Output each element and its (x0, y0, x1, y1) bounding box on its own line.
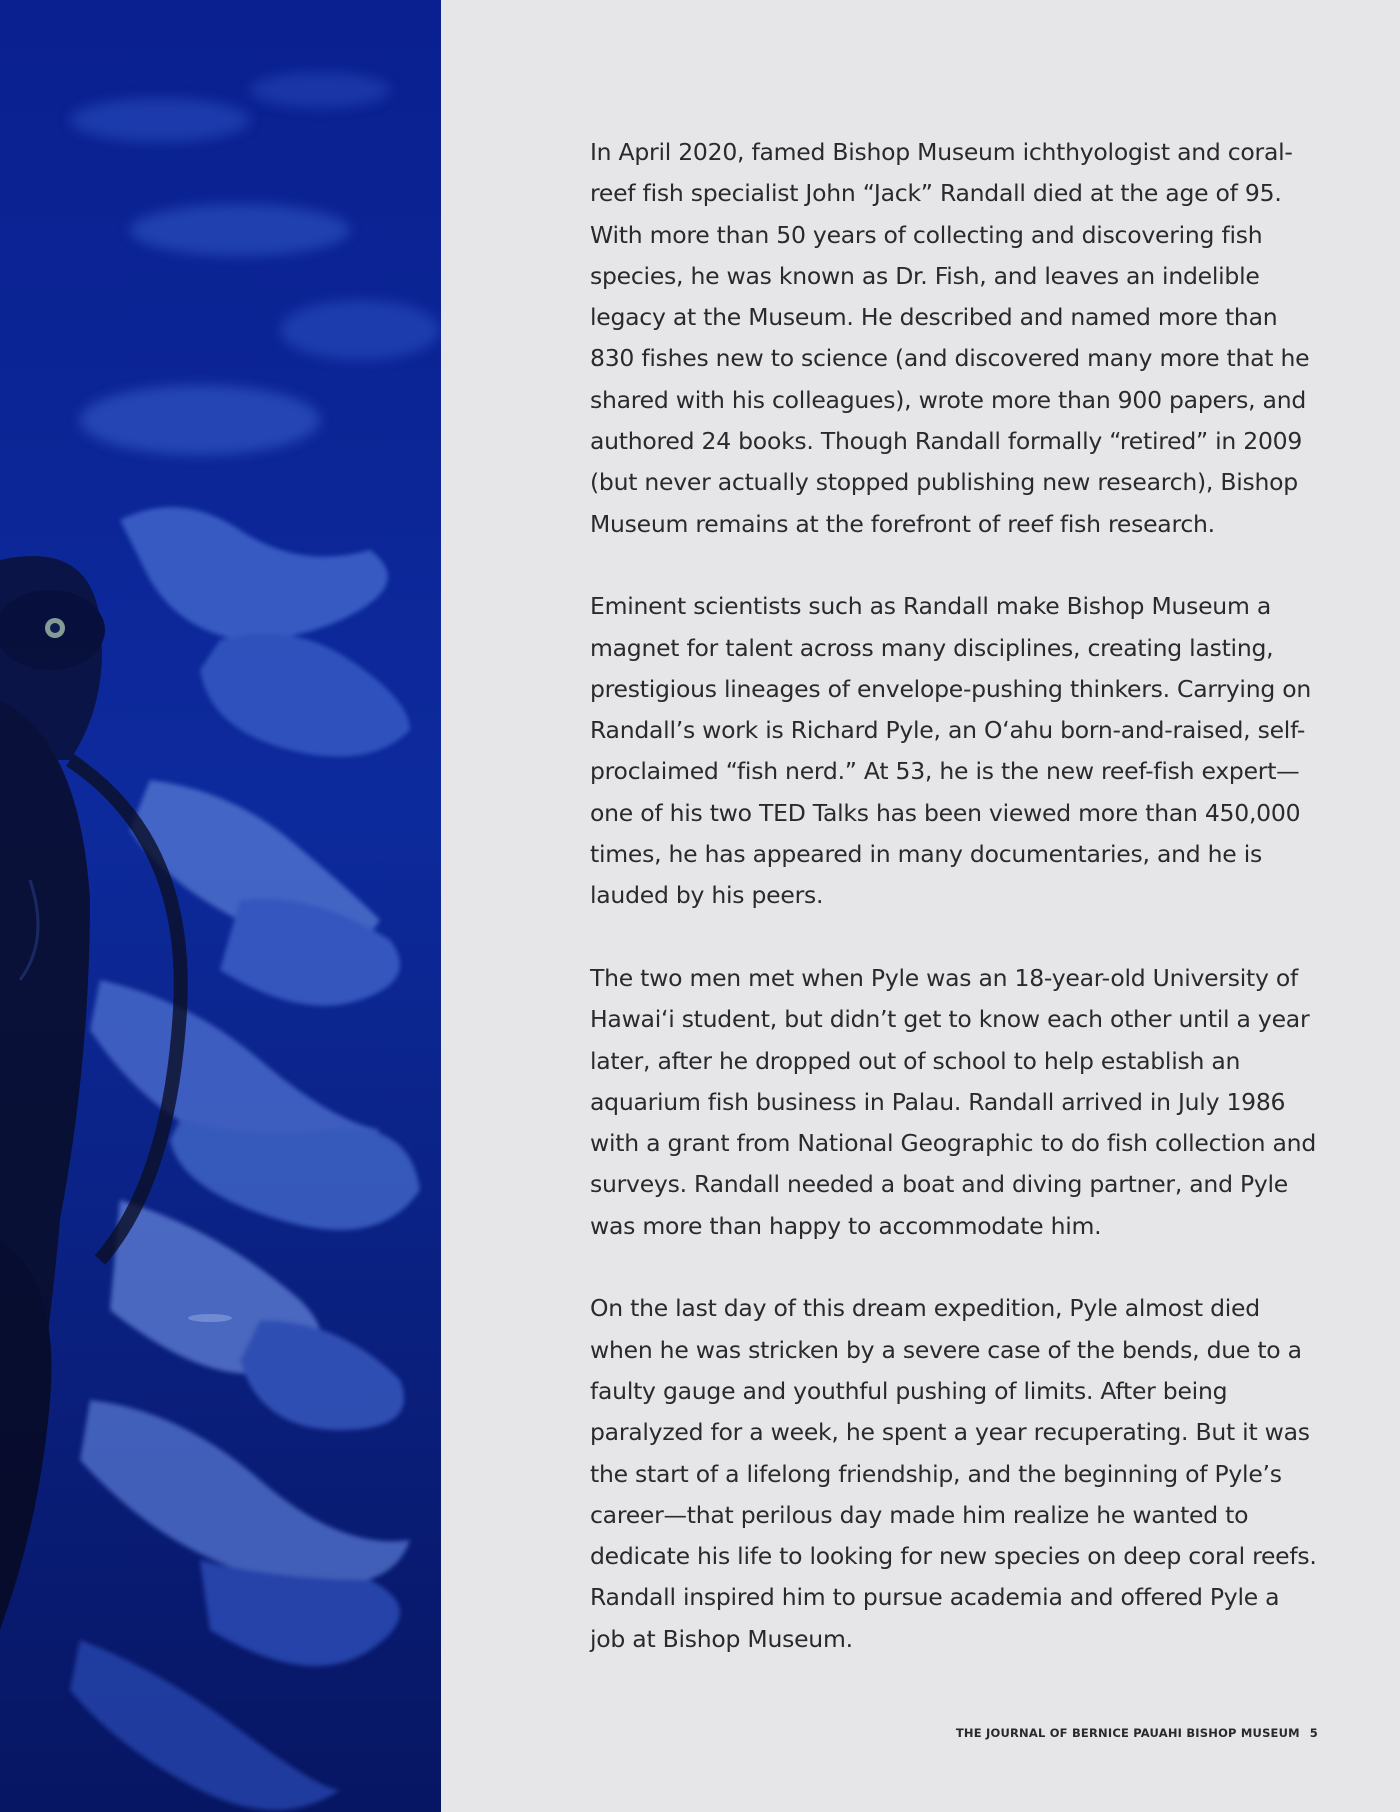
underwater-diver-photo (0, 0, 441, 1812)
photo-illustration (0, 0, 441, 1812)
journal-name: THE JOURNAL OF BERNICE PAUAHI BISHOP MUSEUM (955, 1726, 1300, 1740)
article-paragraph-3: The two men met when Pyle was an 18-year-old University of Hawaiʻi student, but didn’t get to know each other until a year later, after he dropped out of school to help establish an aquarium fish business in Palau. Randall arrived in July 1986 with a grant from National Geographic to do fish collection and surveys. Randall needed a boat and diving partner, and Pyle was more than happy to accommodate him. (590, 963, 1316, 1240)
article-paragraph-2: Eminent scientists such as Randall make Bishop Museum a magnet for talent across many disciplines, creating lasting, prestigious lineages of envelope-pushing thinkers. Carrying on Randall’s work is Richard Pyle, an Oʻahu born-and-raised, self-proclaimed “fish nerd.” At 53, he is the new reef-fish expert—one of his two TED Talks has been viewed more than 450,000 times, he has appeared in many documentaries, and he is lauded by his peers. (590, 592, 1312, 910)
page-footer (956, 1726, 1318, 1740)
article-body (590, 132, 1320, 1701)
page-number: 5 (1309, 1726, 1318, 1740)
article-paragraph-1: In April 2020, famed Bishop Museum ichthyologist and coral-reef fish specialist John “Jack” Randall died at the age of 95. With more than 50 years of collecting and discovering fish species, he was known as Dr. Fish, and leaves an indelible legacy at the Museum. He described and named more than 830 fishes new to science (and discovered many more that he shared with his colleagues), wrote more than 900 papers, and authored 24 books. Though Randall formally “retired” in 2009 (but never actually stopped publishing new research), Bishop Museum remains at the forefront of reef fish research. (590, 138, 1310, 538)
article-paragraph-4: On the last day of this dream expedition, Pyle almost died when he was stricken by a severe case of the bends, due to a faulty gauge and youthful pushing of limits. After being paralyzed for a week, he spent a year recuperating. But it was the start of a lifelong friendship, and the beginning of Pyle’s career—that perilous day made him realize he wanted to dedicate his life to looking for new species on deep coral reefs. Randall inspired him to pursue academia and offered Pyle a job at Bishop Museum. (590, 1294, 1317, 1653)
